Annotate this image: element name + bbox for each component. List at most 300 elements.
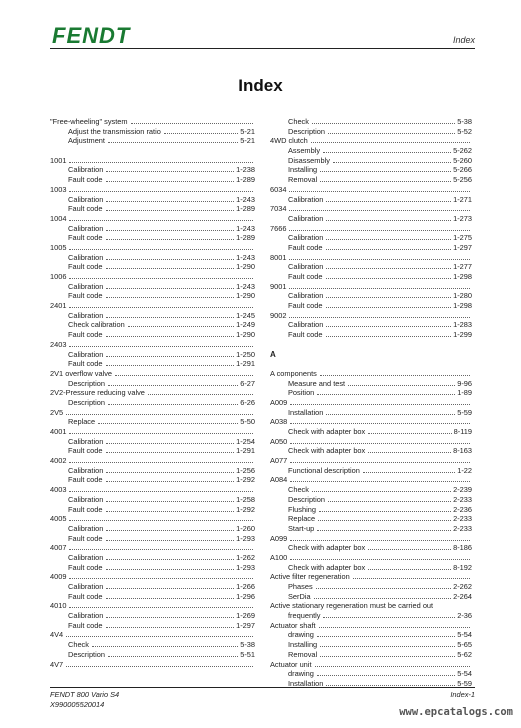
entry-page: 1-297 (236, 620, 255, 630)
index-subentry (50, 563, 255, 573)
dot-leader (106, 181, 235, 182)
entry-page: 1-89 (457, 388, 472, 398)
entry-term: A components (270, 368, 317, 378)
index-entry (270, 136, 472, 146)
dot-leader (164, 133, 238, 134)
index-subentry (50, 466, 255, 476)
index-subentry (270, 291, 472, 301)
dot-leader (290, 443, 470, 444)
index-entry (270, 475, 472, 485)
dot-leader (106, 511, 235, 512)
index-entry (50, 272, 255, 282)
entry-term: A077 (270, 456, 288, 466)
entry-term: Check with adapter box (288, 446, 366, 456)
index-subentry (270, 243, 472, 253)
header-rule (50, 48, 475, 49)
entry-page: 1-290 (236, 262, 255, 272)
dot-leader (98, 423, 238, 424)
dot-leader (317, 636, 455, 637)
index-entry (270, 572, 472, 582)
dot-leader (106, 443, 234, 444)
entry-page: 1-254 (236, 436, 255, 446)
dot-leader (106, 268, 235, 269)
dot-leader (328, 501, 451, 502)
dot-leader (69, 607, 253, 608)
dot-leader (106, 365, 235, 366)
dot-leader (92, 646, 238, 647)
entry-page: 5-54 (457, 630, 472, 640)
spacer (270, 340, 472, 350)
dot-leader (326, 268, 451, 269)
entry-term: 2403 (50, 339, 67, 349)
index-subentry (50, 534, 255, 544)
index-subentry (270, 117, 472, 127)
entry-page: 1-238 (236, 165, 255, 175)
dot-leader (69, 278, 253, 279)
entry-page: 2-233 (453, 523, 472, 533)
entry-term: 4001 (50, 427, 67, 436)
entry-term: SerDia (288, 591, 311, 601)
dot-leader (326, 297, 451, 298)
dot-leader (368, 549, 451, 550)
index-subentry (270, 272, 472, 282)
index-entry (270, 282, 472, 292)
entry-page: 2-236 (453, 504, 472, 514)
entry-term: Check (288, 117, 309, 126)
entry-term: "Free-wheeling" system (50, 117, 128, 126)
dot-leader (69, 549, 253, 550)
entry-term: Calibration (288, 320, 324, 330)
entry-page: 6-27 (240, 378, 255, 388)
entry-term: 1006 (50, 272, 67, 281)
index-subentry (50, 398, 255, 408)
index-entry (270, 398, 472, 408)
spacer (50, 146, 255, 156)
index-entry (270, 456, 472, 466)
index-subentry (50, 417, 255, 427)
dot-leader (312, 123, 455, 124)
entry-term: Flushing (288, 504, 316, 514)
dot-leader (323, 617, 455, 618)
footer-model: FENDT 800 Vario S4 (50, 690, 120, 699)
dot-leader (323, 152, 451, 153)
index-subentry (50, 611, 255, 621)
dot-leader (106, 356, 234, 357)
footer-rule (50, 687, 475, 688)
index-entry (270, 369, 472, 379)
entry-page: 1-269 (236, 611, 255, 621)
index-subentry (270, 650, 472, 660)
index-subentry (270, 156, 472, 166)
entry-term: Check calibration (68, 320, 125, 330)
index-entry (270, 534, 472, 544)
index-entry (270, 601, 472, 611)
index-entry (270, 621, 472, 631)
index-entry (270, 204, 472, 214)
index-subentry (270, 408, 472, 418)
entry-page: 2-239 (453, 485, 472, 495)
dot-leader (106, 210, 235, 211)
entry-page: 1-266 (236, 582, 255, 591)
entry-term: Fault code (68, 233, 103, 243)
entry-term: drawing (288, 630, 314, 640)
dot-leader (290, 540, 470, 541)
entry-term: Calibration (68, 494, 104, 504)
dot-leader (106, 598, 235, 599)
entry-page: 2-233 (453, 514, 472, 524)
entry-term: 4V4 (50, 630, 64, 640)
entry-page: 1-291 (236, 359, 255, 369)
index-column-right (270, 117, 472, 689)
entry-term: Installing (288, 640, 318, 650)
entry-term: Fault code (68, 504, 103, 514)
index-subentry (270, 495, 472, 505)
index-entry (50, 456, 255, 466)
entry-page: 1-271 (453, 194, 472, 204)
entry-term: Fault code (288, 242, 323, 252)
dot-leader (106, 481, 235, 482)
entry-term: 2V2-Pressure reducing valve (50, 388, 145, 398)
entry-page: 5-59 (457, 678, 472, 688)
entry-page: 1-292 (236, 504, 255, 514)
logo-text: FENDT (52, 23, 131, 48)
entry-term: Actuator unit (270, 659, 312, 669)
dot-leader (326, 239, 451, 240)
spacer (270, 359, 472, 369)
dot-leader (289, 317, 470, 318)
dot-leader (66, 666, 253, 667)
dot-leader (106, 201, 234, 202)
index-entry (50, 601, 255, 611)
dot-leader (290, 404, 470, 405)
entry-page: 5-62 (457, 649, 472, 659)
entry-term: Calibration (68, 165, 104, 175)
entry-term: Check with adapter box (288, 427, 366, 436)
index-subentry (50, 253, 255, 263)
entry-term: Position (288, 388, 315, 398)
dot-leader (319, 511, 451, 512)
dot-leader (326, 220, 451, 221)
entry-page: 1-277 (453, 262, 472, 272)
entry-term: Calibration (68, 281, 104, 291)
entry-page: 1-273 (453, 213, 472, 223)
index-subentry (50, 582, 255, 592)
entry-term: Assembly (288, 146, 321, 156)
index-subentry (270, 592, 472, 602)
dot-leader (106, 288, 234, 289)
dot-leader (320, 375, 470, 376)
entry-page: 1-245 (236, 310, 255, 320)
entry-term: Calibration (288, 213, 324, 223)
entry-term: 4WD clutch (270, 136, 308, 146)
dot-leader (106, 171, 234, 172)
watermark: www.epcatalogs.com (399, 706, 513, 718)
index-subentry (50, 195, 255, 205)
entry-term: Active stationary regeneration must be carried out (270, 601, 434, 611)
dot-leader (318, 520, 451, 521)
dot-leader (314, 598, 452, 599)
entry-term: Fault code (68, 620, 103, 630)
index-subentry (50, 621, 255, 631)
entry-term: Fault code (68, 475, 103, 485)
dot-leader (320, 171, 451, 172)
index-subentry (50, 320, 255, 330)
dot-leader (106, 336, 235, 337)
dot-leader (69, 249, 253, 250)
index-subentry (50, 359, 255, 369)
dot-leader (106, 617, 234, 618)
entry-page: 1-293 (236, 533, 255, 543)
entry-page: 1-256 (236, 465, 255, 475)
entry-term: Adjust the transmission ratio (68, 126, 161, 136)
entry-term: 4005 (50, 514, 67, 524)
index-subentry (50, 495, 255, 505)
index-subentry (50, 175, 255, 185)
entry-page: 1-289 (236, 204, 255, 214)
index-entry (50, 485, 255, 495)
entry-term: Calibration (68, 611, 104, 621)
entry-term: Check (288, 485, 309, 495)
entry-page: 2-36 (457, 611, 472, 621)
index-subentry (50, 282, 255, 292)
dot-leader (289, 230, 470, 231)
entry-page: 5-266 (453, 165, 472, 175)
entry-page: 1-275 (453, 233, 472, 243)
entry-term: Description (68, 649, 105, 659)
dot-leader (106, 569, 235, 570)
entry-term: 4003 (50, 485, 67, 495)
entry-page: 9-96 (457, 378, 472, 388)
entry-page: 5-54 (457, 669, 472, 679)
dot-leader (106, 452, 235, 453)
entry-term: Removal (288, 649, 318, 659)
dot-leader (326, 307, 452, 308)
dot-leader (311, 142, 470, 143)
dot-leader (106, 317, 234, 318)
index-subentry (50, 262, 255, 272)
dot-leader (108, 656, 238, 657)
entry-term: Calibration (68, 465, 104, 475)
entry-term: Fault code (68, 291, 103, 301)
index-subentry (270, 320, 472, 330)
entry-page: 2-233 (453, 494, 472, 504)
index-subentry (270, 524, 472, 534)
entry-page: 1-296 (236, 591, 255, 601)
index-subentry (50, 350, 255, 360)
dot-leader (290, 423, 470, 424)
entry-term: 1005 (50, 242, 67, 252)
dot-leader (320, 656, 455, 657)
entry-term: Start-up (288, 523, 315, 533)
index-subentry (270, 485, 472, 495)
entry-term: Fault code (68, 533, 103, 543)
dot-leader (108, 385, 238, 386)
dot-leader (289, 191, 470, 192)
dot-leader (106, 501, 234, 502)
dot-leader (363, 472, 455, 473)
index-subentry (50, 311, 255, 321)
dot-leader (69, 520, 253, 521)
index-subentry (270, 543, 472, 553)
index-subentry (270, 640, 472, 650)
entry-page: 1-293 (236, 562, 255, 572)
index-subentry (270, 379, 472, 389)
entry-term: Fault code (288, 330, 323, 340)
dot-leader (148, 394, 253, 395)
entry-term: Calibration (68, 552, 104, 562)
index-entry (50, 660, 255, 670)
index-entry (50, 214, 255, 224)
dot-leader (368, 433, 451, 434)
entry-term: Actuator shaft (270, 620, 316, 630)
entry-page: 8-192 (453, 562, 472, 572)
index-entry (270, 311, 472, 321)
entry-term: 6034 (270, 184, 287, 194)
dot-leader (290, 462, 470, 463)
dot-leader (289, 210, 470, 211)
entry-term: Fault code (68, 562, 103, 572)
entry-term: Phases (288, 582, 313, 591)
entry-page: 1-299 (453, 330, 472, 340)
index-entry (50, 185, 255, 195)
entry-term: Calibration (68, 310, 104, 320)
index-subentry (50, 505, 255, 515)
entry-page: 1-243 (236, 281, 255, 291)
entry-page: 1-243 (236, 223, 255, 233)
index-subentry (50, 165, 255, 175)
index-subentry (270, 514, 472, 524)
entry-term: 1004 (50, 213, 67, 223)
entry-term: A100 (270, 552, 288, 562)
index-entry (270, 253, 472, 263)
entry-term: Calibration (68, 523, 104, 533)
entry-page: 5-260 (453, 155, 472, 165)
entry-term: Installing (288, 165, 318, 175)
dot-leader (289, 259, 470, 260)
dot-leader (106, 627, 235, 628)
entry-page: 1-290 (236, 291, 255, 301)
index-subentry (270, 195, 472, 205)
entry-term: Fault code (68, 204, 103, 214)
entry-term: Installation (288, 407, 324, 417)
entry-term: Adjustment (68, 136, 105, 146)
index-subentry (270, 427, 472, 437)
index-column-left (50, 117, 255, 669)
index-entry (50, 408, 255, 418)
entry-term: 4010 (50, 601, 67, 611)
dot-leader (69, 307, 253, 308)
index-subentry (270, 301, 472, 311)
dot-leader (368, 569, 451, 570)
dot-leader (128, 326, 234, 327)
dot-leader (106, 297, 235, 298)
entry-term: 2V5 (50, 407, 64, 417)
dot-leader (368, 452, 451, 453)
entry-page: 1-297 (453, 242, 472, 252)
entry-page: 1-262 (236, 552, 255, 562)
index-subentry (270, 388, 472, 398)
index-subentry (270, 233, 472, 243)
index-entry (50, 388, 255, 398)
index-subentry (270, 127, 472, 137)
entry-term: 9001 (270, 281, 287, 291)
entry-term: A009 (270, 397, 288, 407)
index-subentry (50, 437, 255, 447)
fendt-logo (50, 22, 150, 48)
entry-page: 8-163 (453, 446, 472, 456)
entry-term: Calibration (68, 194, 104, 204)
index-subentry (270, 505, 472, 515)
entry-term: 7034 (270, 204, 287, 214)
dot-leader (108, 142, 238, 143)
dot-leader (69, 578, 253, 579)
dot-leader (315, 666, 471, 667)
entry-term: A038 (270, 417, 288, 427)
index-subentry (270, 563, 472, 573)
entry-page: 1-298 (453, 301, 472, 311)
index-subentry (270, 582, 472, 592)
entry-term: Calibration (288, 194, 324, 204)
dot-leader (66, 636, 253, 637)
index-entry (270, 437, 472, 447)
entry-term: Calibration (68, 436, 104, 446)
index-subentry (50, 592, 255, 602)
index-subentry (270, 466, 472, 476)
index-subentry (270, 669, 472, 679)
entry-term: Fault code (68, 591, 103, 601)
entry-page: 1-260 (236, 523, 255, 533)
entry-term: Description (288, 494, 325, 504)
index-subentry (270, 146, 472, 156)
dot-leader (108, 404, 238, 405)
index-subentry (50, 379, 255, 389)
dot-leader (326, 201, 451, 202)
index-letter-heading (270, 350, 472, 360)
entry-term: Description (288, 126, 325, 136)
entry-page: 5-50 (240, 417, 255, 427)
dot-leader (317, 675, 455, 676)
index-entry (50, 572, 255, 582)
entry-page: 5-21 (240, 126, 255, 136)
entry-page: 1-298 (453, 272, 472, 281)
header-section-label: Index (452, 35, 475, 45)
entry-term: Calibration (288, 233, 324, 243)
entry-page: 1-289 (236, 233, 255, 243)
entry-term: 2V1 overflow valve (50, 368, 113, 378)
dot-leader (106, 559, 234, 560)
index-subentry (50, 291, 255, 301)
entry-term: A084 (270, 475, 288, 485)
dot-leader (290, 559, 470, 560)
dot-leader (106, 239, 235, 240)
entry-term: 1001 (50, 155, 67, 165)
index-entry (270, 185, 472, 195)
entry-page: 1-280 (453, 291, 472, 301)
entry-term: 1003 (50, 184, 67, 194)
dot-leader (106, 230, 234, 231)
entry-term: 4007 (50, 543, 67, 553)
entry-term: Calibration (288, 262, 324, 272)
entry-term: 2401 (50, 301, 67, 311)
entry-page: 1-22 (457, 465, 472, 475)
index-entry (50, 340, 255, 350)
index-entry (50, 427, 255, 437)
entry-term: Calibration (68, 223, 104, 233)
dot-leader (326, 278, 452, 279)
entry-page: 1-243 (236, 252, 255, 262)
entry-term: Fault code (288, 301, 323, 311)
entry-page: 5-38 (457, 117, 472, 126)
